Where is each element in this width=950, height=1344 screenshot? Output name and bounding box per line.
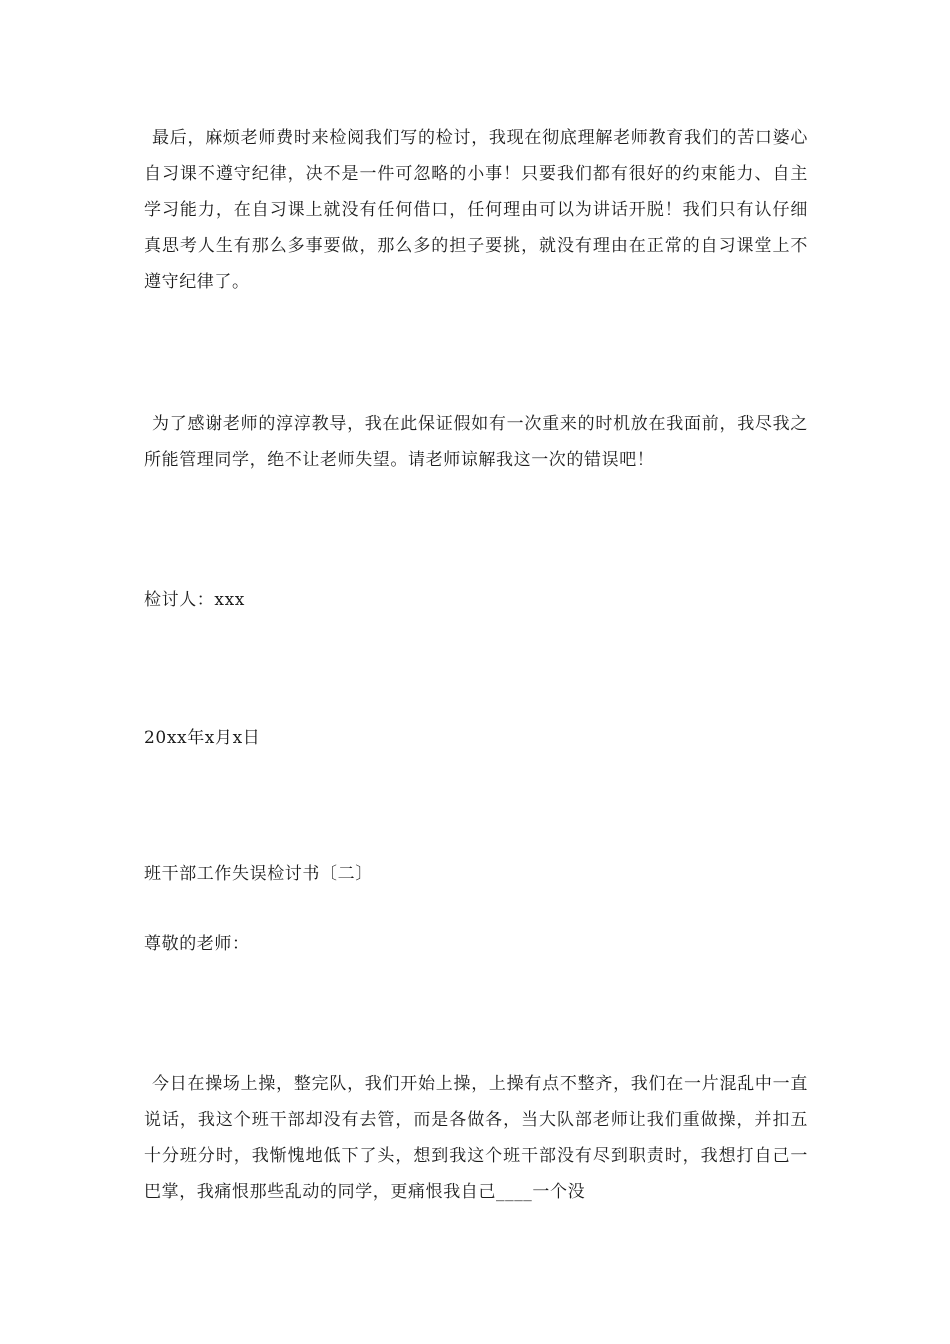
paragraph-promise: 为了感谢老师的淳淳教导，我在此保证假如有一次重来的时机放在我面前，我尽我之所能管理同学，绝不让老师失望。请老师谅解我这一次的错误吧！ <box>144 414 808 470</box>
greeting-line: 尊敬的老师： <box>144 934 250 954</box>
signature-line: 检讨人：xxx <box>144 590 245 610</box>
date-line: 20xx年x月x日 <box>144 728 261 748</box>
paragraph-incident: 今日在操场上操，整完队，我们开始上操，上操有点不整齐，我们在一片混乱中一直说话，我这个班干部却没有去管，而是各做各，当大队部老师让我们重做操，并扣五十分班分时，我惭愧地低下了头，想到我这个班干部没有尽到职责时，我想打自己一巴掌，我痛恨那些乱动的同学，更痛恨我自己____一个没 <box>144 1074 808 1202</box>
section-title: 班干部工作失误检讨书〔二〕 <box>144 864 373 884</box>
paragraph-closing-reflection: 最后，麻烦老师费时来检阅我们写的检讨，我现在彻底理解老师教育我们的苦口婆心 自习课不遵守纪律，决不是一件可忽略的小事！只要我们都有很好的约束能力、自主学习能力，在自习课上就没有任何借口，任何理由可以为讲话开脱！我们只有认仔细真思考人生有那么多事要做，那么多的担子要挑，就没有理由在正常的自习课堂上不遵守纪律了。 <box>144 128 808 292</box>
